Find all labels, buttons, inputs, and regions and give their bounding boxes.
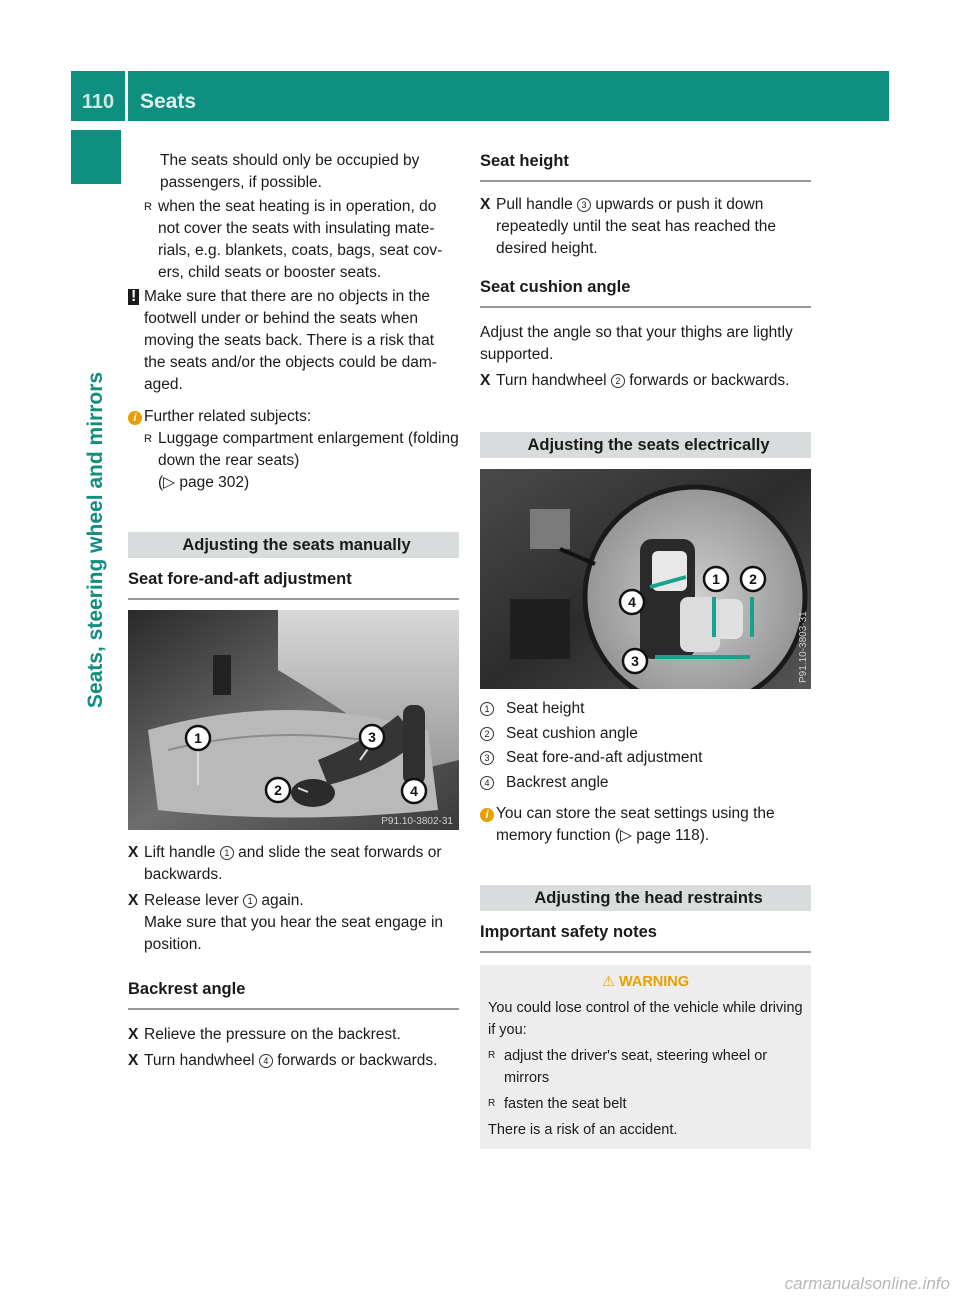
step-marker-icon: X <box>128 1026 139 1043</box>
bullet-icon: R <box>488 1098 496 1109</box>
chapter-title-vertical: Seats, steering wheel and mirrors <box>84 371 107 709</box>
heading-seat-height: Seat height <box>480 150 811 182</box>
section-bar-head-restraints: Adjusting the head restraints <box>480 885 811 911</box>
info-note: i Further related subjects: <box>128 406 459 428</box>
svg-text:3: 3 <box>368 729 376 745</box>
warning-conclusion: There is a risk of an accident. <box>488 1122 678 1138</box>
callout-ref: 2 <box>611 374 625 388</box>
bullet-icon: R <box>144 201 152 213</box>
svg-text:4: 4 <box>410 783 418 799</box>
svg-text:1: 1 <box>194 730 202 746</box>
callout-2 <box>741 567 765 591</box>
warning-header: ⚠ WARNING <box>601 974 690 990</box>
photo-code: P91.10-3803-31 <box>798 611 809 683</box>
list-item: R when the seat heating is in operation, do not cover the seats with insulating mate-rials, e.g. blankets, coats, bags, seat cov-ers, child seats or booster seats. <box>144 198 443 281</box>
photo-code: P91.10-3802-31 <box>381 816 453 827</box>
callout-ref: 4 <box>259 1054 273 1068</box>
callout-4 <box>402 779 426 803</box>
section-bar-electric: Adjusting the seats electrically <box>480 432 811 458</box>
legend-item: 2 Seat cushion angle <box>480 722 811 747</box>
bullet-icon: R <box>488 1050 496 1061</box>
list-item: R Luggage compartment enlargement (folding down the rear seats) (▷ page 302) <box>144 430 459 491</box>
chapter-sidebar <box>71 130 121 1215</box>
bullet-icon: R <box>144 433 152 445</box>
step-pull-handle: X Pull handle 3 upwards or push it down repeatedly until the seat has reached the desired height. <box>480 196 777 257</box>
heading-backrest: Backrest angle <box>128 978 459 1010</box>
info-note-memory: i You can store the seat settings using the memory function (▷ page 118). <box>480 803 811 847</box>
caution-note: ! Make sure that there are no objects in the footwell under or behind the seats when moving the seats back. There is a risk that the seats and/or the objects could be dam-aged. <box>128 286 459 396</box>
step-marker-icon: X <box>128 892 139 909</box>
step-marker-icon: X <box>128 844 139 861</box>
callout-1 <box>704 567 728 591</box>
svg-text:2: 2 <box>274 782 282 798</box>
callout-2 <box>266 778 290 802</box>
seat-manual-illustration <box>128 610 459 830</box>
list-item: R adjust the driver's seat, steering wheel or mirrors <box>488 1045 803 1089</box>
heading-cushion-angle: Seat cushion angle <box>480 276 811 308</box>
heading-fore-aft: Seat fore-and-aft adjustment <box>128 568 459 600</box>
info-icon: i <box>128 406 142 428</box>
step-lift-handle: X Lift handle 1 and slide the seat forwards or backwards. <box>128 844 442 883</box>
warning-intro: You could lose control of the vehicle while driving if you: <box>488 1000 803 1038</box>
callout-3 <box>623 649 647 673</box>
chapter-tab-marker <box>71 130 121 184</box>
seat-electric-photo <box>480 469 811 689</box>
legend-item: 1 Seat height <box>480 697 811 722</box>
step-cushion-handwheel: X Turn handwheel 2 forwards or backwards. <box>480 370 811 392</box>
left-column <box>128 150 459 1072</box>
callout-ref: 3 <box>577 198 591 212</box>
page-number: 110 <box>81 91 115 113</box>
page-title: Seats <box>140 90 197 113</box>
callout-4 <box>620 590 644 614</box>
intro-continuation: The seats should only be occupied by passengers, if possible. <box>160 152 420 191</box>
list-item: R fasten the seat belt <box>488 1093 803 1115</box>
legend-item: 3 Seat fore-and-aft adjustment <box>480 746 811 771</box>
caution-icon: ! <box>128 286 139 308</box>
warning-triangle-icon: ⚠ <box>601 974 615 990</box>
callout-ref: 1 <box>243 894 257 908</box>
callout-1 <box>186 726 210 750</box>
seat-manual-photo <box>128 610 459 830</box>
header-divider <box>125 71 128 121</box>
watermark: carmanualsonline.info <box>784 1274 950 1293</box>
callout-3 <box>360 725 384 749</box>
step-turn-handwheel: X Turn handwheel 4 forwards or backwards. <box>128 1050 459 1072</box>
svg-text:4: 4 <box>628 594 636 610</box>
step-marker-icon: X <box>480 196 491 213</box>
svg-text:3: 3 <box>631 653 639 669</box>
svg-text:2: 2 <box>749 571 757 587</box>
warning-box <box>480 965 811 1149</box>
step-marker-icon: X <box>480 372 491 389</box>
svg-text:1: 1 <box>712 571 720 587</box>
seat-electric-illustration <box>480 469 811 689</box>
section-bar-manual: Adjusting the seats manually <box>128 532 459 558</box>
legend-list <box>480 697 811 795</box>
callout-ref: 1 <box>220 846 234 860</box>
info-icon: i <box>480 803 494 825</box>
right-column <box>480 150 811 1149</box>
heading-safety-notes: Important safety notes <box>480 921 811 953</box>
page-reference-link[interactable]: (▷ page 302) <box>158 474 250 491</box>
page-header <box>71 71 889 121</box>
step-relieve-pressure: X Relieve the pressure on the backrest. <box>128 1024 459 1046</box>
legend-item: 4 Backrest angle <box>480 771 811 796</box>
cushion-description: Adjust the angle so that your thighs are lightly supported. <box>480 324 793 363</box>
step-release-lever: X Release lever 1 again. Make sure that you hear the seat engage in position. <box>128 892 444 953</box>
step-marker-icon: X <box>128 1052 139 1069</box>
